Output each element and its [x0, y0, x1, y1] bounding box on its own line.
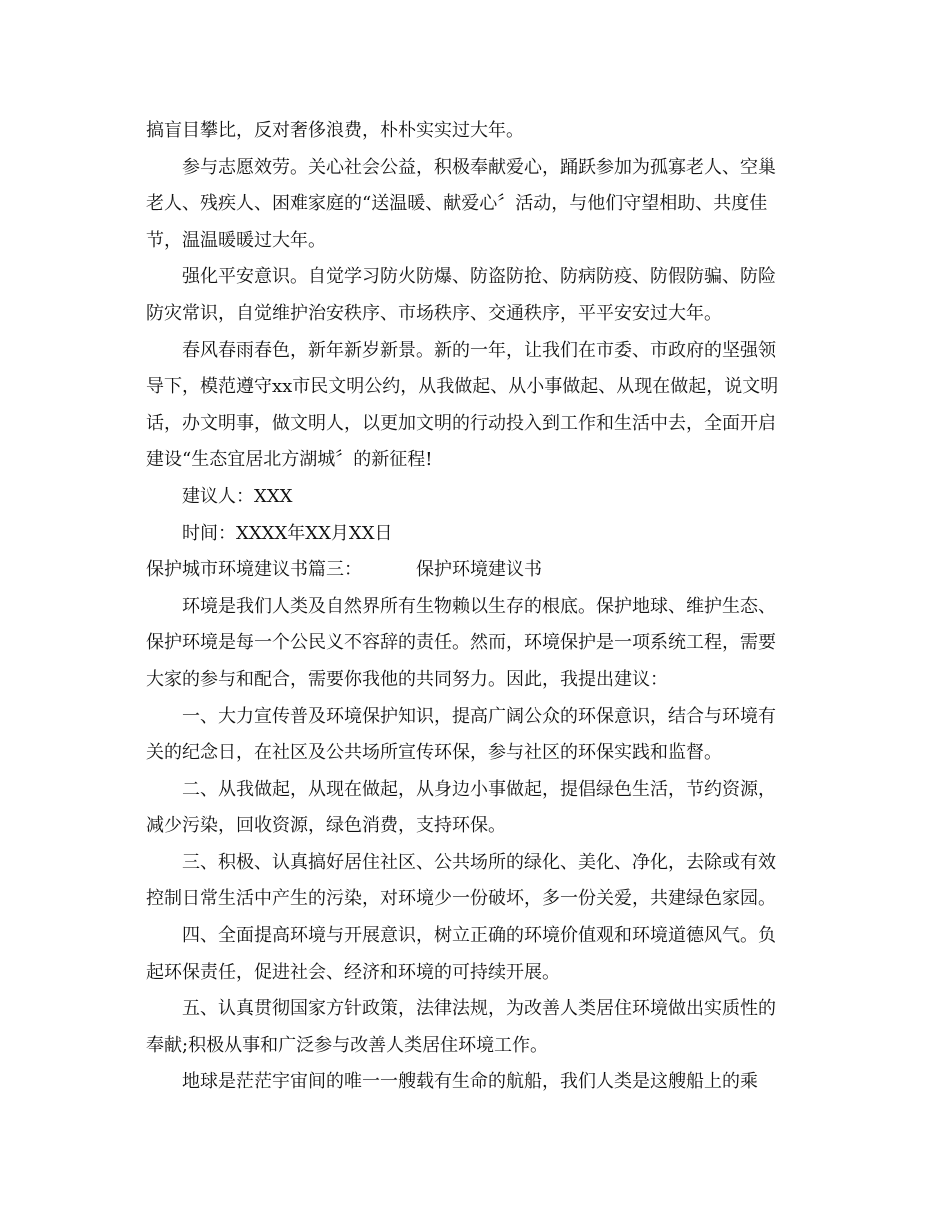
text-line: 防灾常识，自觉维护治安秩序、市场秩序、交通秩序，平平安安过大年。	[146, 302, 722, 324]
section-heading-label: 保护城市环境建议书篇三：	[146, 559, 362, 581]
document-body	[146, 113, 808, 1101]
text-line: 强化平安意识。自觉学习防火防爆、防盗防抢、防病防疫、防假防骗、防险	[182, 266, 776, 288]
text-line: 三、积极、认真搞好居住社区、公共场所的绿化、美化、净化，去除或有效	[182, 851, 776, 873]
text-line: 地球是茫茫宇宙间的唯一一艘载有生命的航船，我们人类是这艘船上的乘	[182, 1071, 758, 1093]
text-line: 老人、残疾人、困难家庭的“送温暖、献爱心〞活动，与他们守望相助、共度佳	[146, 193, 768, 215]
text-line: 节，温温暖暖过大年。	[146, 229, 326, 251]
text-line: 一、大力宣传普及环境保护知识，提高广阔公众的环保意识，结合与环境有	[182, 705, 776, 727]
text-line: 控制日常生活中产生的污染，对环境少一份破坏，多一份关爱，共建绿色家园。	[146, 888, 776, 910]
section-heading	[146, 552, 808, 589]
text-line: 大家的参与和配合，需要你我他的共同努力。因此，我提出建议：	[146, 668, 668, 690]
text-line: 话，办文明事，做文明人，以更加文明的行动投入到工作和生活中去，全面开启	[146, 412, 776, 434]
text-line: 二、从我做起，从现在做起，从身边小事做起，提倡绿色生活，节约资源，	[182, 778, 776, 800]
text-line: 关的纪念日，在社区及公共场所宣传环保，参与社区的环保实践和监督。	[146, 742, 722, 764]
signature-line: 建议人：XXX	[182, 485, 293, 507]
text-line: 五、认真贯彻国家方针政策，法律法规，为改善人类居住环境做出实质性的	[182, 998, 776, 1020]
text-line: 起环保责任，促进社会、经济和环境的可持续开展。	[146, 961, 560, 983]
section-heading-title: 保护环境建议书	[416, 559, 542, 581]
text-line: 导下，模范遵守xx市民文明公约，从我做起、从小事做起、从现在做起，说文明	[146, 376, 779, 398]
text-line: 环境是我们人类及自然界所有生物赖以生存的根底。保护地球、维护生态、	[182, 595, 776, 617]
text-line: 四、全面提高环境与开展意识，树立正确的环境价值观和环境道德风气。负	[182, 925, 776, 947]
text-line: 奉献;积极从事和广泛参与改善人类居住环境工作。	[146, 1034, 549, 1056]
text-line: 保护环境是每一个公民义不容辞的责任。然而，环境保护是一项系统工程，需要	[146, 632, 776, 654]
text-line: 减少污染，回收资源，绿色消费，支持环保。	[146, 815, 506, 837]
text-line: 春风春雨春色，新年新岁新景。新的一年，让我们在市委、市政府的坚强领	[182, 339, 776, 361]
date-line: 时间：XXXX年XX月XX日	[182, 522, 393, 544]
text-line: 参与志愿效劳。关心社会公益，积极奉献爱心，踊跃参加为孤寡老人、空巢	[182, 156, 776, 178]
text-line: 建设“生态宜居北方湖城〞的新征程!	[146, 449, 433, 471]
text-line: 搞盲目攀比，反对奢侈浪费，朴朴实实过大年。	[146, 120, 524, 141]
